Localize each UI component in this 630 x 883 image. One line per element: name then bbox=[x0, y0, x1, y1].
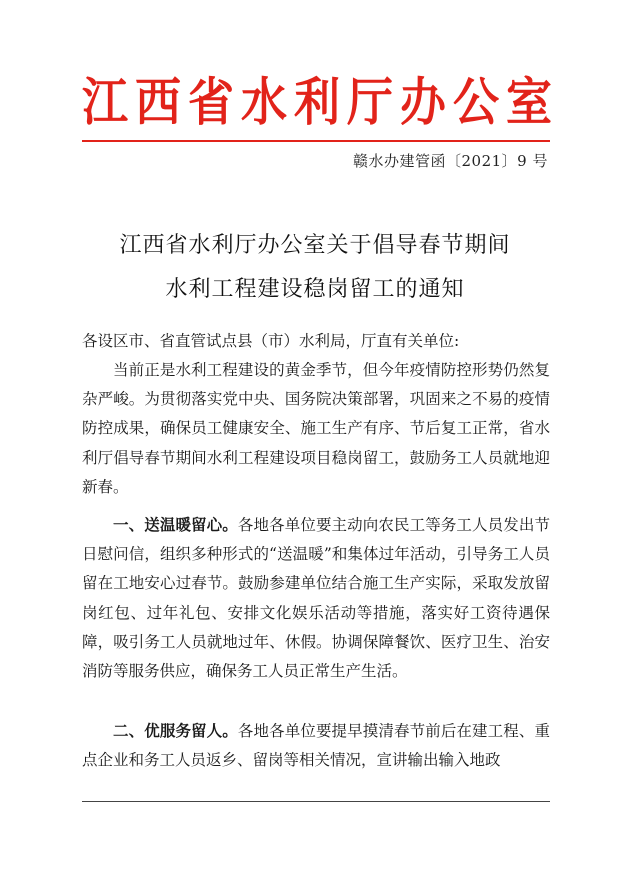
document-number: 赣水办建管函〔2021〕9 号 bbox=[353, 152, 548, 170]
masthead-char: 江 bbox=[82, 71, 128, 133]
masthead-char: 西 bbox=[135, 71, 181, 133]
document-title-line-1: 江西省水利厅办公室关于倡导春节期间 bbox=[119, 233, 511, 258]
masthead-char: 室 bbox=[506, 71, 552, 133]
document-title-line-2: 水利工程建设稳岗留工的通知 bbox=[165, 277, 465, 302]
section-1-paragraph bbox=[82, 510, 550, 686]
section-2-text: 各地各单位要提早摸清春节前后在建工程、重点企业和务工人员返乡、留岗等相关情况，宣讲输出输入地政 bbox=[82, 722, 550, 770]
intro-paragraph: 当前正是水利工程建设的黄金季节，但今年疫情防控形势仍然复杂严峻。为贯彻落实党中央、国务院决策部署，巩固来之不易的疫情防控成果，确保员工健康安全、施工生产有序、节后复工正常，省水利厅倡导春节期间水利工程建设项目稳岗留工，鼓励务工人员就地迎新春。 bbox=[82, 361, 550, 496]
salutation: 各设区市、省直管试点县（市）水利局，厅直有关单位: bbox=[82, 332, 460, 350]
section-1-heading: 一、送温暖留心。 bbox=[113, 515, 238, 534]
masthead-char: 利 bbox=[294, 71, 340, 133]
masthead-char: 厅 bbox=[347, 71, 393, 133]
masthead-char: 办 bbox=[400, 71, 446, 133]
masthead-char: 水 bbox=[241, 71, 287, 133]
red-header-rule bbox=[82, 140, 550, 142]
masthead-char: 省 bbox=[188, 71, 234, 133]
section-2-paragraph bbox=[82, 716, 550, 775]
masthead-char: 公 bbox=[453, 71, 499, 133]
page-bottom-rule bbox=[82, 801, 550, 802]
section-1-text: 各地各单位要主动向农民工等务工人员发出节日慰问信，组织多种形式的“送温暖”和集体过年活动，引导务工人员留在工地安心过春节。鼓励参建单位结合施工生产实际，采取发放留岗红包、过年礼包、安排文化娱乐活动等措施，落实好工资待遇保障，吸引务工人员就地过年、休假。协调保障餐饮、医疗卫生、治安消防等服务供应，确保务工人员正常生产生活。 bbox=[82, 516, 550, 681]
issuing-authority-masthead bbox=[82, 70, 552, 134]
section-2-heading: 二、优服务留人。 bbox=[113, 721, 238, 740]
